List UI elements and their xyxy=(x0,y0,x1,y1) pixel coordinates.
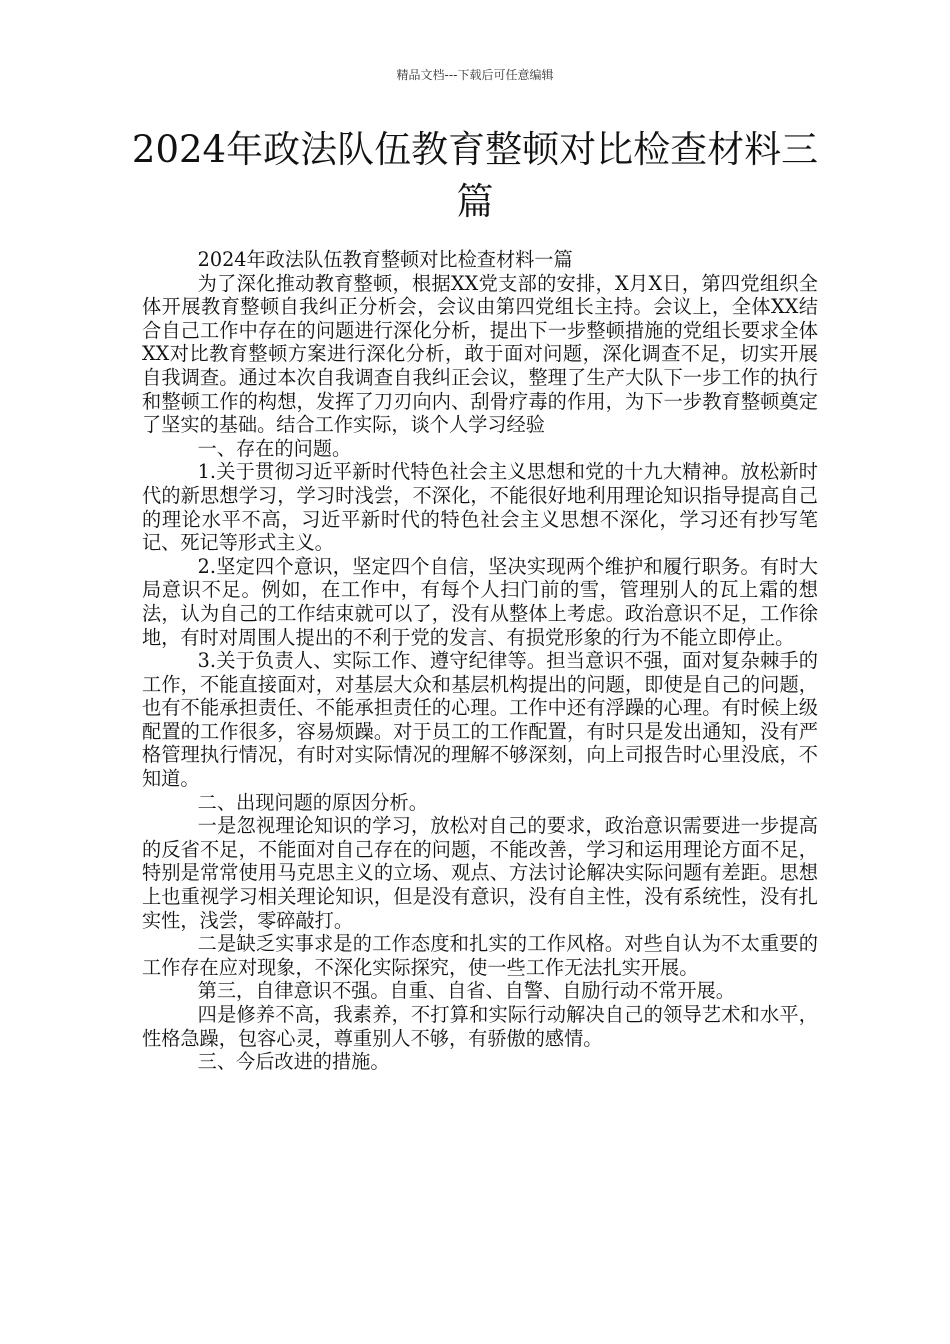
paragraph: 3.关于负责人、实际工作、遵守纪律等。担当意识不强，面对复杂棘手的工作，不能直接面对，对基层大众和基层机构提出的问题，即使是自己的问题，也有不能承担责任、不能承担责任的心理。工作中还有浮躁的心理。有时候上级配置的工作很多，容易烦躁。对于员工的工作配置，有时只是发出通知，没有严格管理执行情况，有时对实际情况的理解不够深刻，向上司报告时心里没底，不知道。 xyxy=(142,649,818,791)
paragraph: 一是忽视理论知识的学习，放松对自己的要求，政治意识需要进一步提高的反省不足，不能面对自己存在的问题，不能改善，学习和运用理论方面不足，特别是常常使用马克思主义的立场、观点、方法讨论解决实际问题有差距。思想上也重视学习相关理论知识，但是没有意识，没有自主性，没有系统性，没有扎实性，浅尝，零碎敲打。 xyxy=(142,814,818,932)
page-header: 精品文档---下载后可任意编辑 xyxy=(396,68,554,82)
paragraph: 第三，自律意识不强。自重、自省、自警、自励行动不常开展。 xyxy=(197,979,735,1003)
section-heading: 二、出现问题的原因分析。 xyxy=(197,790,428,814)
section-heading: 一、存在的问题。 xyxy=(197,436,352,460)
paragraph: 二是缺乏实事求是的工作态度和扎实的工作风格。对些自认为不太重要的工作存在应对现象，不深化实际探究，使一些工作无法扎实开展。 xyxy=(142,932,818,979)
document-title: 2024年政法队伍教育整顿对比检查材料三篇 xyxy=(131,128,819,223)
paragraph: 四是修养不高，我素养，不打算和实际行动解决自己的领导艺术和水平，性格急躁，包容心灵，尊重别人不够，有骄傲的感情。 xyxy=(142,1003,818,1050)
section-subtitle: 2024年政法队伍教育整顿对比检查材料一篇 xyxy=(197,248,573,271)
document-body xyxy=(142,248,818,1074)
section-heading: 三、今后改进的措施。 xyxy=(197,1050,390,1074)
paragraph: 1.关于贯彻习近平新时代特色社会主义思想和党的十九大精神。放松新时代的新思想学习，学习时浅尝，不深化，不能很好地利用理论知识指导提高自己的理论水平不高，习近平新时代的特色社会主义思想不深化，学习还有抄写笔记、死记等形式主义。 xyxy=(142,460,818,555)
paragraph: 为了深化推动教育整顿，根据XX党支部的安排，X月X日，第四党组织全体开展教育整顿自我纠正分析会，会议由第四党组长主持。会议上，全体XX结合自己工作中存在的问题进行深化分析，提出下一步整顿措施的党组长要求全体XX对比教育整顿方案进行深化分析，敢于面对问题，深化调查不足，切实开展自我调查。通过本次自我调查自我纠正会议，整理了生产大队下一步工作的执行和整顿工作的构想，发挥了刀刃向内、刮骨疗毒的作用，为下一步教育整顿奠定了坚实的基础。结合工作实际，谈个人学习经验 xyxy=(142,271,818,437)
paragraph: 2.坚定四个意识，坚定四个自信，坚决实现两个维护和履行职务。有时大局意识不足。例如，在工作中，有每个人扫门前的雪，管理别人的瓦上霜的想法，认为自己的工作结束就可以了，没有从整体上考虑。政治意识不足，工作徐地，有时对周围人提出的不利于党的发言、有损党形象的行为不能立即停止。 xyxy=(142,554,818,649)
